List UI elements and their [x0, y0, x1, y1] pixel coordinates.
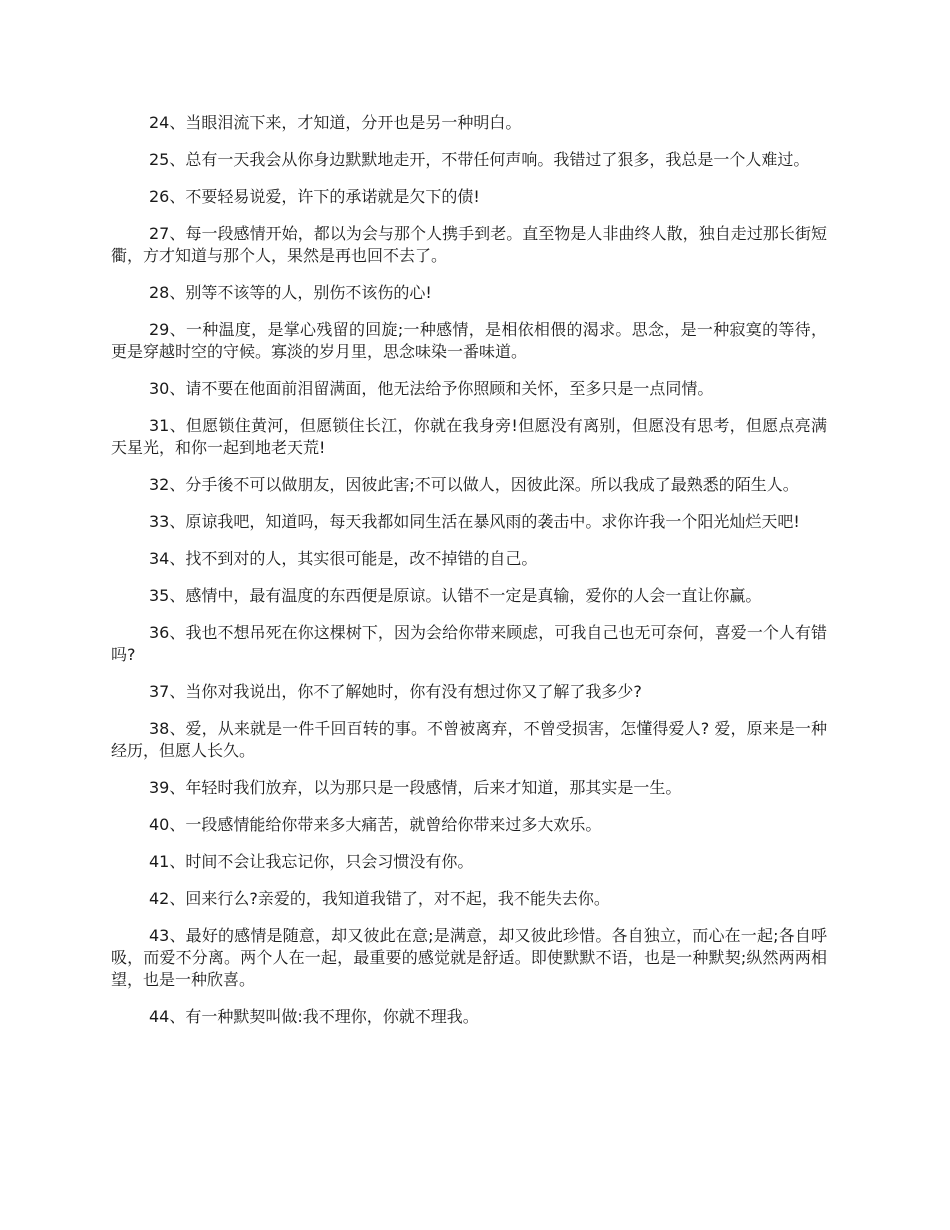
paragraph-30: 30、请不要在他面前泪留满面，他无法给予你照顾和关怀，至多只是一点同情。: [149, 379, 714, 398]
paragraph-41: 41、时间不会让我忘记你，只会习惯没有你。: [149, 852, 474, 871]
paragraph-33: 33、原谅我吧，知道吗，每天我都如同生活在暴风雨的袭击中。求你许我一个阳光灿烂天吧!: [149, 512, 800, 531]
paragraph-35: 35、感情中，最有温度的东西便是原谅。认错不一定是真输，爱你的人会一直让你赢。: [149, 586, 762, 605]
paragraph-31: 31、但愿锁住黄河，但愿锁住长江，你就在我身旁!但愿没有离别，但愿没有思考，但愿点亮满天星光，和你一起到地老天荒!: [111, 416, 827, 457]
paragraph-38: 38、爱，从来就是一件千回百转的事。不曾被离弃，不曾受损害，怎懂得爱人? 爱，原来是一种经历，但愿人长久。: [111, 719, 827, 760]
paragraph-25: 25、总有一天我会从你身边默默地走开，不带任何声响。我错过了狠多，我总是一个人难过。: [149, 150, 810, 169]
paragraph-34: 34、找不到对的人，其实很可能是，改不掉错的自己。: [149, 549, 538, 568]
paragraph-39: 39、年轻时我们放弃，以为那只是一段感情，后来才知道，那其实是一生。: [149, 778, 682, 797]
paragraph-28: 28、别等不该等的人，别伤不该伤的心!: [149, 283, 432, 302]
paragraph-44: 44、有一种默契叫做:我不理你，你就不理我。: [149, 1007, 479, 1026]
document-body: [111, 112, 827, 1043]
paragraph-27: 27、每一段感情开始，都以为会与那个人携手到老。直至物是人非曲终人散，独自走过那长街短衢，方才知道与那个人，果然是再也回不去了。: [111, 224, 827, 265]
paragraph-37: 37、当你对我说出，你不了解她时，你有没有想过你又了解了我多少?: [149, 682, 642, 701]
paragraph-36: 36、我也不想吊死在你这棵树下，因为会给你带来顾虑，可我自己也无可奈何，喜爱一个人有错吗?: [111, 623, 827, 664]
paragraph-32: 32、分手後不可以做朋友，因彼此害;不可以做人，因彼此深。所以我成了最熟悉的陌生人。: [149, 475, 799, 494]
paragraph-42: 42、回来行么?亲爱的，我知道我错了，对不起，我不能失去你。: [149, 889, 610, 908]
paragraph-40: 40、一段感情能给你带来多大痛苦，就曾给你带来过多大欢乐。: [149, 815, 602, 834]
paragraph-29: 29、一种温度，是掌心残留的回旋;一种感情，是相依相偎的渴求。思念，是一种寂寞的等待，更是穿越时空的守候。寡淡的岁月里，思念味染一番味道。: [111, 320, 827, 361]
paragraph-43: 43、最好的感情是随意，却又彼此在意;是满意，却又彼此珍惜。各自独立，而心在一起;各自呼吸，而爱不分离。两个人在一起，最重要的感觉就是舒适。即使默默不语，也是一种默契;纵然两两相望，也是一种欣喜。: [111, 926, 827, 989]
paragraph-26: 26、不要轻易说爱，许下的承诺就是欠下的债!: [149, 187, 480, 206]
paragraph-24: 24、当眼泪流下来，才知道，分开也是另一种明白。: [149, 113, 522, 132]
